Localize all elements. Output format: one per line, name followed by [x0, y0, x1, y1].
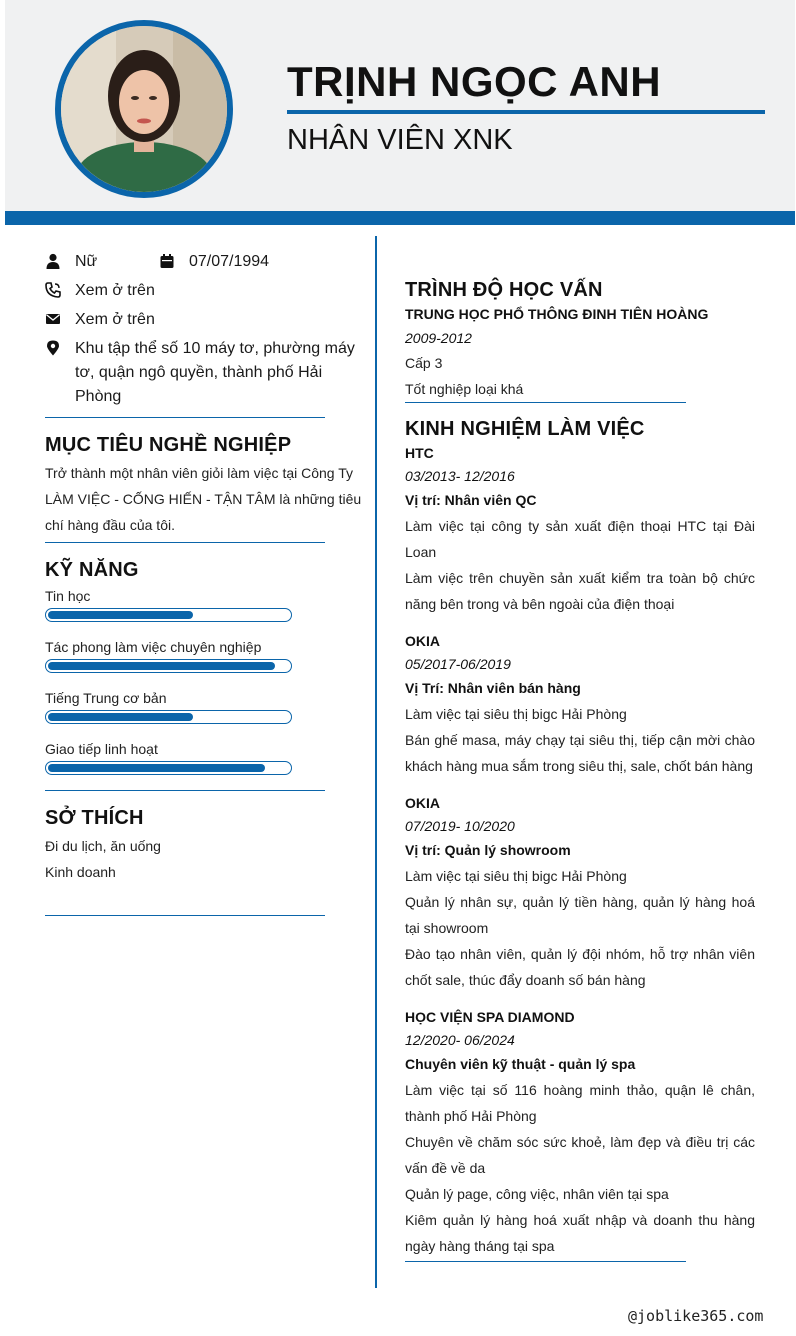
contact-row-email [45, 308, 367, 332]
company-name: OKIA [405, 795, 440, 811]
job-period: 05/2017-06/2019 [405, 656, 511, 672]
gender-text: Nữ [75, 253, 98, 270]
dob-text: 07/07/1994 [189, 253, 270, 270]
job-period: 03/2013- 12/2016 [405, 468, 515, 484]
phone-icon [45, 282, 61, 298]
section-rule [45, 790, 325, 791]
footer-watermark: @joblike365.com [628, 1307, 764, 1325]
section-rule [45, 915, 325, 916]
dob-group [159, 250, 269, 274]
company-name: HTC [405, 445, 434, 461]
job-description: Làm việc tại siêu thị bigc Hải Phòng [405, 706, 627, 722]
avatar [55, 20, 233, 198]
skill-bar [45, 659, 292, 673]
skill-bar [45, 710, 292, 724]
hobby-item: Kinh doanh [45, 864, 116, 880]
skill-label: Giao tiếp linh hoạt [45, 741, 158, 757]
experience-entry [405, 791, 755, 993]
map-pin-icon [45, 340, 61, 356]
section-rule [405, 402, 686, 403]
job-period: 12/2020- 06/2024 [405, 1032, 515, 1048]
job-position: Vị trí: Nhân viên QC [405, 492, 537, 508]
skill-bar [45, 608, 292, 622]
skill-bar-fill [48, 713, 193, 721]
education-period: 2009-2012 [405, 330, 472, 346]
job-description: Làm việc tại công ty sản xuất điện thoại HTC tại Đài Loan [405, 518, 755, 560]
user-icon [45, 253, 61, 269]
column-divider [375, 236, 377, 1288]
email-text: Xem ở trên [75, 311, 155, 328]
school-name: TRUNG HỌC PHỔ THÔNG ĐINH TIÊN HOÀNG [405, 306, 709, 322]
education-level: Cấp 3 [405, 355, 443, 371]
company-name: HỌC VIỆN SPA DIAMOND [405, 1009, 575, 1025]
job-description: Quản lý page, công việc, nhân viên tại spa [405, 1186, 669, 1202]
job-position: Vị Trí: Nhân viên bán hàng [405, 680, 581, 696]
name-underline [287, 110, 765, 114]
education-title: TRÌNH ĐỘ HỌC VẤN [405, 279, 603, 301]
job-description: Quản lý nhân sự, quản lý tiền hàng, quản lý hàng hoá tại showroom [405, 894, 755, 936]
job-description: Làm việc trên chuyền sản xuất kiểm tra toàn bộ chức năng bên trong và bên ngoài của điện thoại [405, 570, 755, 612]
contact-row-address [45, 337, 367, 409]
education-result: Tốt nghiệp loại khá [405, 381, 524, 397]
experience-title: KINH NGHIỆM LÀM VIỆC [405, 418, 645, 440]
objective-text: Trở thành một nhân viên giỏi làm việc tại Công Ty LÀM VIỆC - CỐNG HIẾN - TẬN TÂM là những tiêu chí hàng đầu của tôi. [45, 465, 362, 533]
hobbies-title: SỞ THÍCH [45, 807, 144, 829]
calendar-icon [159, 253, 175, 269]
experience-list [405, 441, 755, 1259]
job-position: Chuyên viên kỹ thuật - quản lý spa [405, 1056, 636, 1072]
job-description: Đào tạo nhân viên, quản lý đội nhóm, hỗ trợ nhân viên chốt sale, thúc đẩy doanh số bán hàng [405, 946, 755, 988]
company-name: OKIA [405, 633, 440, 649]
job-description: Làm việc tại số 116 hoàng minh thảo, quận lê chân, thành phố Hải Phòng [405, 1082, 755, 1124]
skill-label: Tác phong làm việc chuyên nghiệp [45, 639, 262, 655]
section-rule [45, 542, 325, 543]
hobby-item: Đi du lịch, ăn uống [45, 838, 161, 854]
skill-bar [45, 761, 292, 775]
job-position: Vị trí: Quản lý showroom [405, 842, 571, 858]
experience-entry [405, 1005, 755, 1259]
left-column [45, 250, 367, 916]
job-description: Làm việc tại siêu thị bigc Hải Phòng [405, 868, 627, 884]
contact-row-gender-dob [45, 250, 367, 274]
job-title: NHÂN VIÊN XNK [287, 124, 513, 156]
skill-bar-fill [48, 764, 265, 772]
skill-bar-fill [48, 662, 275, 670]
section-rule [405, 1261, 686, 1262]
header-bottom-bar [5, 211, 795, 225]
contact-row-phone [45, 279, 367, 303]
candidate-name: TRỊNH NGỌC ANH [287, 58, 662, 105]
portrait-photo [61, 26, 227, 192]
phone-text: Xem ở trên [75, 282, 155, 299]
job-description: Kiêm quản lý hàng hoá xuất nhập và doanh thu hàng ngày hàng tháng tại spa [405, 1212, 755, 1254]
skill-label: Tiếng Trung cơ bản [45, 690, 167, 706]
right-column [405, 278, 755, 1262]
skills-title: KỸ NĂNG [45, 559, 139, 581]
section-rule [45, 417, 325, 418]
objective-title: MỤC TIÊU NGHỀ NGHIỆP [45, 434, 292, 456]
job-description: Bán ghế masa, máy chạy tại siêu thị, tiếp cận mời chào khách hàng mua sắm trong siêu thị, sale, chốt bán hàng [405, 732, 755, 774]
address-text: Khu tập thể số 10 máy tơ, phường máy tơ, quận ngô quyền, thành phố Hải Phòng [75, 340, 355, 405]
experience-entry [405, 441, 755, 617]
experience-entry [405, 629, 755, 779]
skill-bar-fill [48, 611, 193, 619]
job-period: 07/2019- 10/2020 [405, 818, 515, 834]
envelope-icon [45, 311, 61, 327]
skills-list [45, 586, 367, 775]
job-description: Chuyên về chăm sóc sức khoẻ, làm đẹp và điều trị các vấn đề về da [405, 1134, 755, 1176]
skill-label: Tin học [45, 588, 91, 604]
hobbies-list [45, 833, 367, 885]
